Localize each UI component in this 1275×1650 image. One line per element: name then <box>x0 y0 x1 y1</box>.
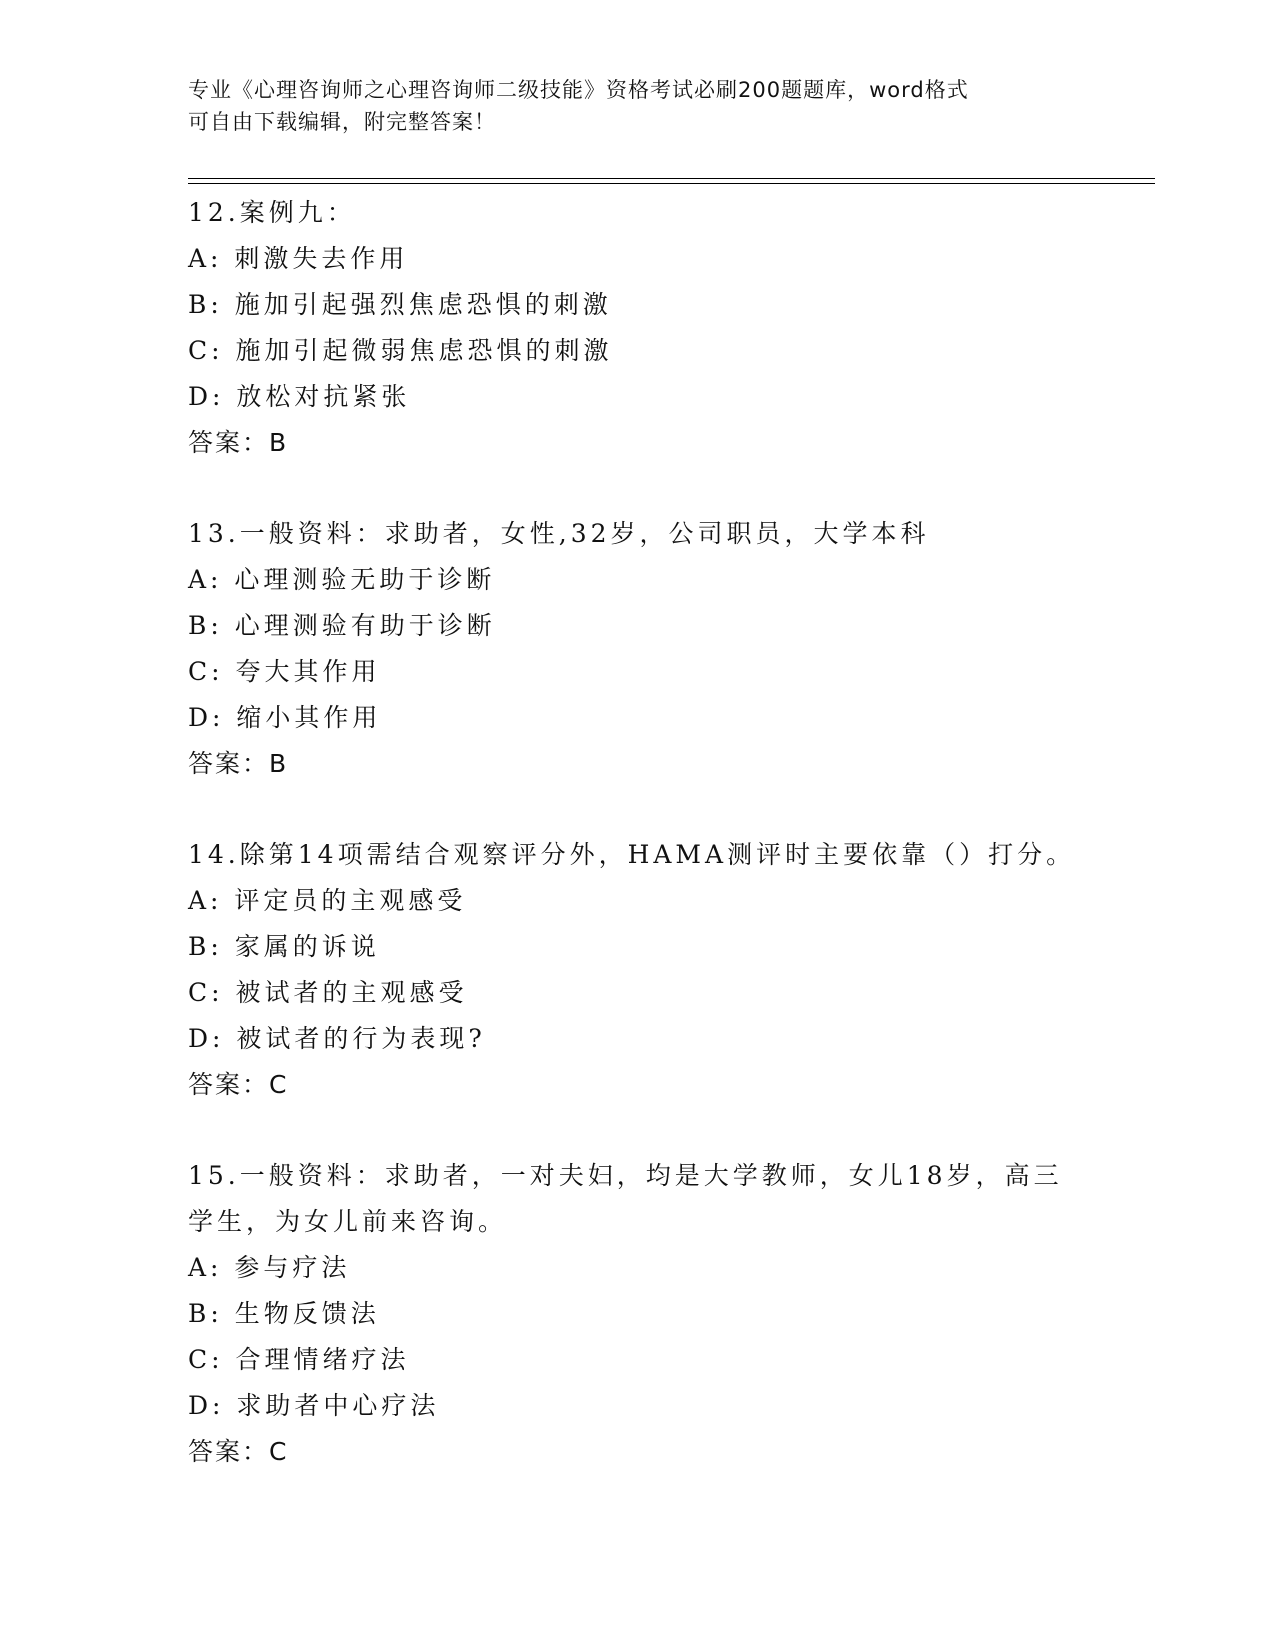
option-c: C: 施加引起微弱焦虑恐惧的刺激 <box>188 336 613 365</box>
option-b: B: 生物反馈法 <box>188 1299 380 1328</box>
question-12 <box>188 190 1088 466</box>
option-d: D: 缩小其作用 <box>188 703 382 732</box>
answer-line: 答案：B <box>188 749 289 778</box>
question-stem: 14.除第14项需结合观察评分外，HAMA测评时主要依靠（）打分。 <box>188 840 1076 869</box>
question-14 <box>188 832 1088 1108</box>
option-c: C: 被试者的主观感受 <box>188 978 468 1007</box>
question-stem: 15.一般资料：求助者，一对夫妇，均是大学教师，女儿18岁，高三 <box>188 1161 1063 1190</box>
option-b: B: 施加引起强烈焦虑恐惧的刺激 <box>188 290 612 319</box>
option-d: D: 被试者的行为表现? <box>188 1024 486 1053</box>
question-13 <box>188 511 1088 787</box>
option-b: B: 心理测验有助于诊断 <box>188 611 496 640</box>
option-d: D: 求助者中心疗法 <box>188 1391 440 1420</box>
option-c: C: 夸大其作用 <box>188 657 381 686</box>
header-line-1: 专业《心理咨询师之心理咨询师二级技能》资格考试必刷200题题库，word格式 <box>188 78 969 102</box>
header-divider-top <box>188 178 1155 179</box>
document-header <box>188 74 1068 138</box>
option-b: B: 家属的诉说 <box>188 932 380 961</box>
question-spacer <box>188 1108 1088 1153</box>
question-15 <box>188 1153 1088 1475</box>
question-stem: 13.一般资料：求助者，女性,32岁，公司职员，大学本科 <box>188 519 930 548</box>
question-spacer <box>188 466 1088 511</box>
option-a: A: 刺激失去作用 <box>188 244 409 273</box>
header-divider-bottom <box>188 183 1155 184</box>
option-c: C: 合理情绪疗法 <box>188 1345 410 1374</box>
question-stem-continued: 学生，为女儿前来咨询。 <box>188 1207 508 1236</box>
answer-line: 答案：C <box>188 1070 289 1099</box>
option-d: D: 放松对抗紧张 <box>188 382 411 411</box>
answer-line: 答案：C <box>188 1437 289 1466</box>
question-spacer <box>188 787 1088 832</box>
option-a: A: 评定员的主观感受 <box>188 886 467 915</box>
question-stem: 12.案例九： <box>188 198 356 227</box>
question-list <box>188 190 1088 1475</box>
option-a: A: 心理测验无助于诊断 <box>188 565 496 594</box>
option-a: A: 参与疗法 <box>188 1253 351 1282</box>
header-line-2: 可自由下载编辑，附完整答案！ <box>188 110 496 134</box>
answer-line: 答案：B <box>188 428 289 457</box>
